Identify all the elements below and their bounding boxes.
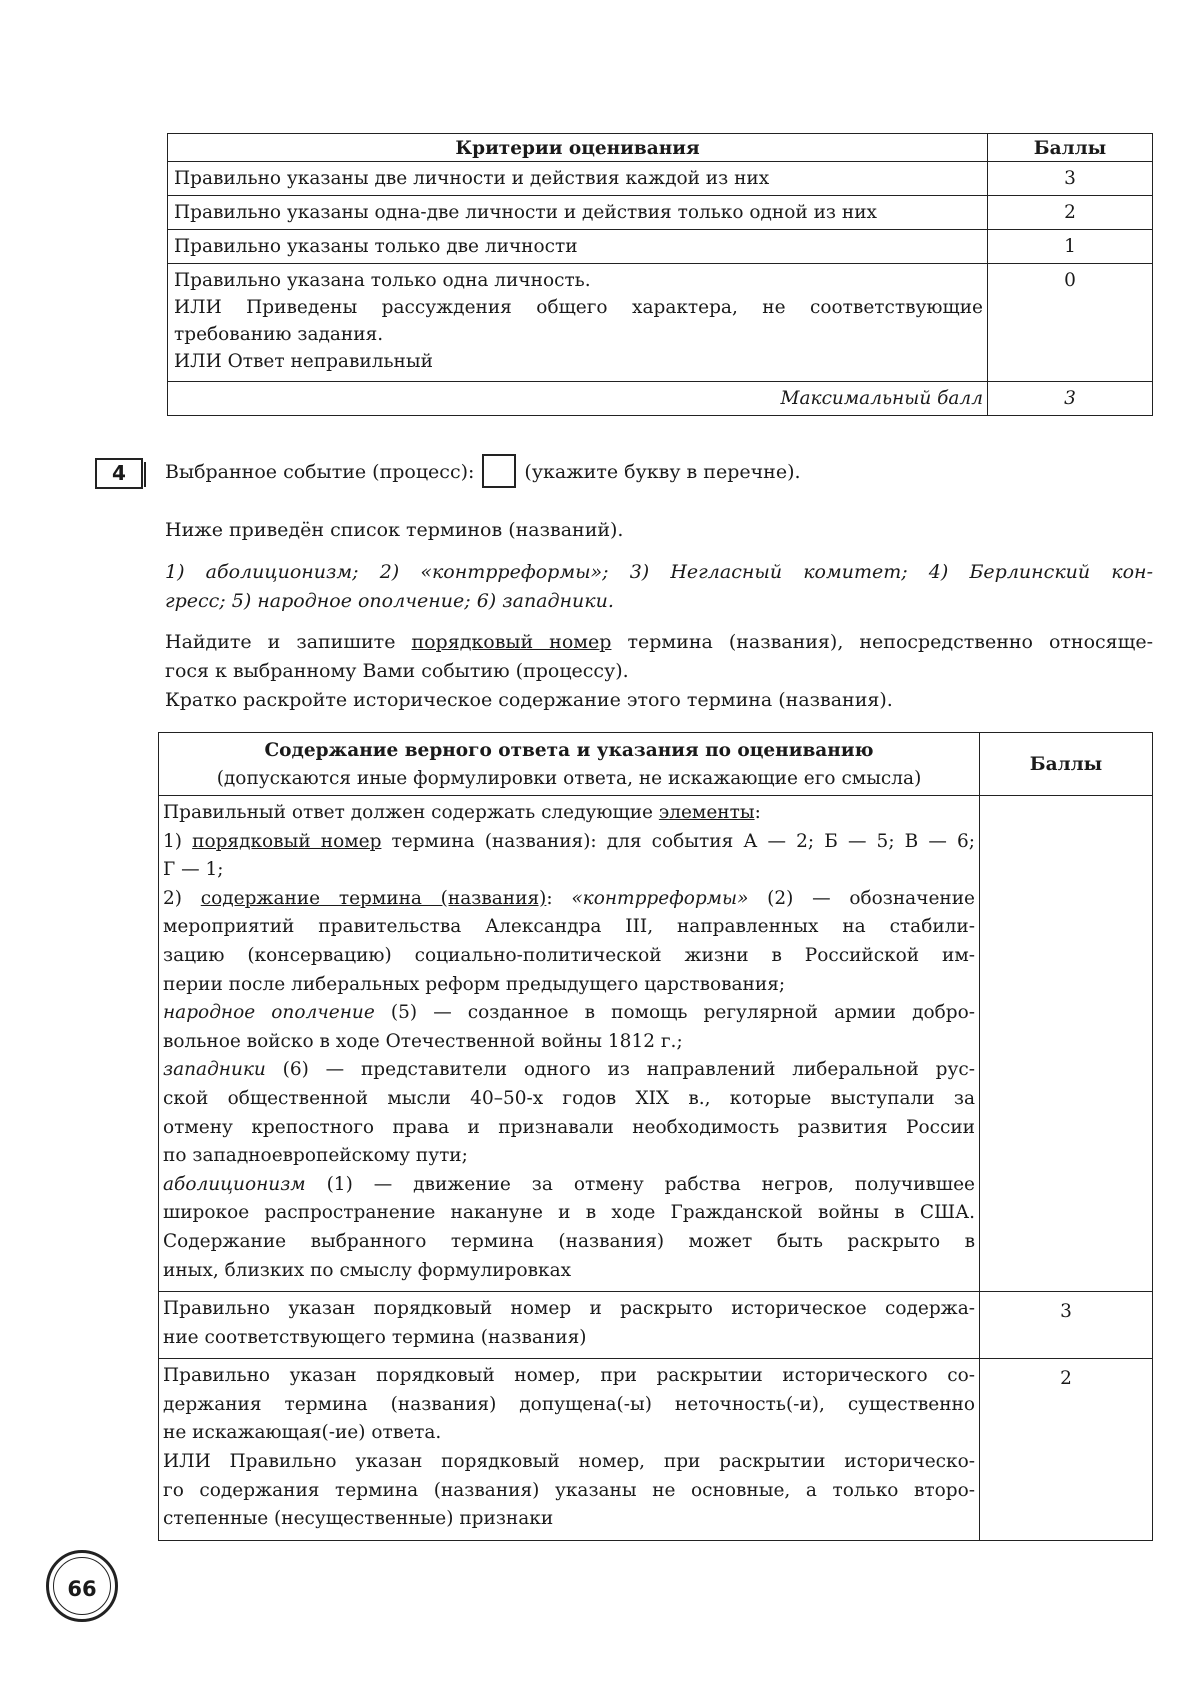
criteria-line: Правильно указан порядковый номер и раскрыто историческое содержа- [163,1298,975,1320]
content-line: Г — 1; [163,859,224,881]
answer-box[interactable] [482,454,516,488]
instruction-line: Найдите и запишите порядковый номер термина (названия), непосредственно относяще- [165,631,1153,653]
table-row [168,264,1153,382]
table-row [168,162,1153,196]
criteria-text: ИЛИ Ответ неправильный [174,351,433,372]
content-line: аболиционизм (1) — движение за отмену рабства негров, получившее [163,1173,975,1195]
score-header: Баллы [988,134,1153,162]
max-score-value: 3 [988,382,1153,416]
content-line: отмену крепостного права и признавали необходимость развития России [163,1116,975,1138]
instruction-line: гося к выбранному Вами событию (процессу). [165,660,629,682]
chosen-event-label: Выбранное событие (процесс): [165,461,475,483]
criteria-line: степенные (несущественные) признаки [163,1508,554,1530]
score-cell: 3 [980,1292,1153,1359]
content-line: иных, близких по смыслу формулировках [163,1259,572,1281]
score-cell: 1 [988,230,1153,264]
table-row [159,1359,1153,1541]
terms-line: 1) аболиционизм; 2) «контрреформы»; 3) Негласный комитет; 4) Берлинский кон- [165,561,1153,583]
criteria-line: Правильно указан порядковый номер, при раскрытии исторического со- [163,1365,975,1387]
criteria-text: Правильно указаны одна-две личности и действия только одной из них [174,202,877,223]
answer-header [159,733,980,796]
criteria-line: держания термина (названия) допущена(-ы) неточность(-и), существенно [163,1393,975,1415]
terms-line: гресс; 5) народное ополчение; 6) западники. [165,590,614,612]
table-row [168,196,1153,230]
content-line: вольное войско в ходе Отечественной войны 1812 г.; [163,1030,683,1052]
content-line: широкое распространение накануне и в ходе Гражданской войны в США. [163,1202,975,1224]
content-line: зацию (консервацию) социально-политической жизни в Российской им- [163,944,975,966]
criteria-cell [168,196,988,230]
content-line: по западноевропейскому пути; [163,1145,468,1167]
instructions [165,628,1153,715]
max-score-row [168,382,1153,416]
criteria-text: ИЛИ Приведены рассуждения общего характера, не соответствующие [174,297,983,318]
content-line: 1) порядковый номер термина (названия): для события А — 2; Б — 5; В — 6; [163,830,975,852]
answer-header-row [159,733,1153,796]
criteria-table [167,133,1153,416]
criteria-cell [159,1359,980,1541]
content-line: Содержание выбранного термина (названия) может быть раскрыто в [163,1230,975,1252]
criteria-cell [159,1292,980,1359]
criteria-text: Правильно указана только одна личность. [174,270,591,291]
score-cell: 2 [980,1359,1153,1541]
criteria-cell [168,264,988,382]
score-cell: 2 [988,196,1153,230]
answer-header-title: Содержание верного ответа и указания по оцениванию [264,740,874,761]
criteria-text: Правильно указаны только две личности [174,236,578,257]
score-cell: 3 [988,162,1153,196]
criteria-header: Критерии оценивания [168,134,988,162]
answer-table [158,732,1153,1541]
criteria-line: ИЛИ Правильно указан порядковый номер, при раскрытии историческо- [163,1451,975,1473]
terms-list [165,558,1153,616]
task-number: 4 [95,458,143,489]
score-cell: 0 [988,264,1153,382]
content-line: западники (6) — представители одного из направлений либеральной рус- [163,1059,975,1081]
criteria-cell [168,230,988,264]
content-line: перии после либеральных реформ предыдущего царствования; [163,973,786,995]
answer-header-subtitle: (допускаются иные формулировки ответа, не искажающие его смысла) [216,768,922,789]
criteria-line: го содержания термина (названия) указаны не основные, а только второ- [163,1479,975,1501]
instruction-line: Кратко раскройте историческое содержание этого термина (названия). [165,689,893,711]
answer-content-row [159,796,1153,1292]
chosen-event-line [165,454,801,492]
table-row [159,1292,1153,1359]
criteria-line: ние соответствующего термина (названия) [163,1326,587,1348]
content-line: мероприятий правительства Александра III, направленных на стабили- [163,916,975,938]
content-line: ской общественной мысли 40–50-х годов XIX в., которые выступали за [163,1087,975,1109]
page-number: 66 [46,1550,118,1622]
content-line: народное ополчение (5) — созданное в помощь регулярной армии добро- [163,1002,975,1024]
criteria-text: Правильно указаны две личности и действия каждой из них [174,168,770,189]
chosen-event-hint: (укажите букву в перечне). [524,461,801,483]
score-cell [980,796,1153,1292]
table-row [168,230,1153,264]
criteria-header-row [168,134,1153,162]
max-score-label: Максимальный балл [168,382,988,416]
list-intro: Ниже приведён список терминов (названий). [165,519,624,541]
criteria-cell [168,162,988,196]
answer-content [159,796,980,1292]
content-line: Правильный ответ должен содержать следующие элементы: [163,802,761,823]
criteria-text: требованию задания. [174,324,384,345]
content-line: 2) содержание термина (названия): «контрреформы» (2) — обозначение [163,887,976,909]
score-header: Баллы [980,733,1153,796]
criteria-line: не искажающая(-ие) ответа. [163,1422,442,1444]
